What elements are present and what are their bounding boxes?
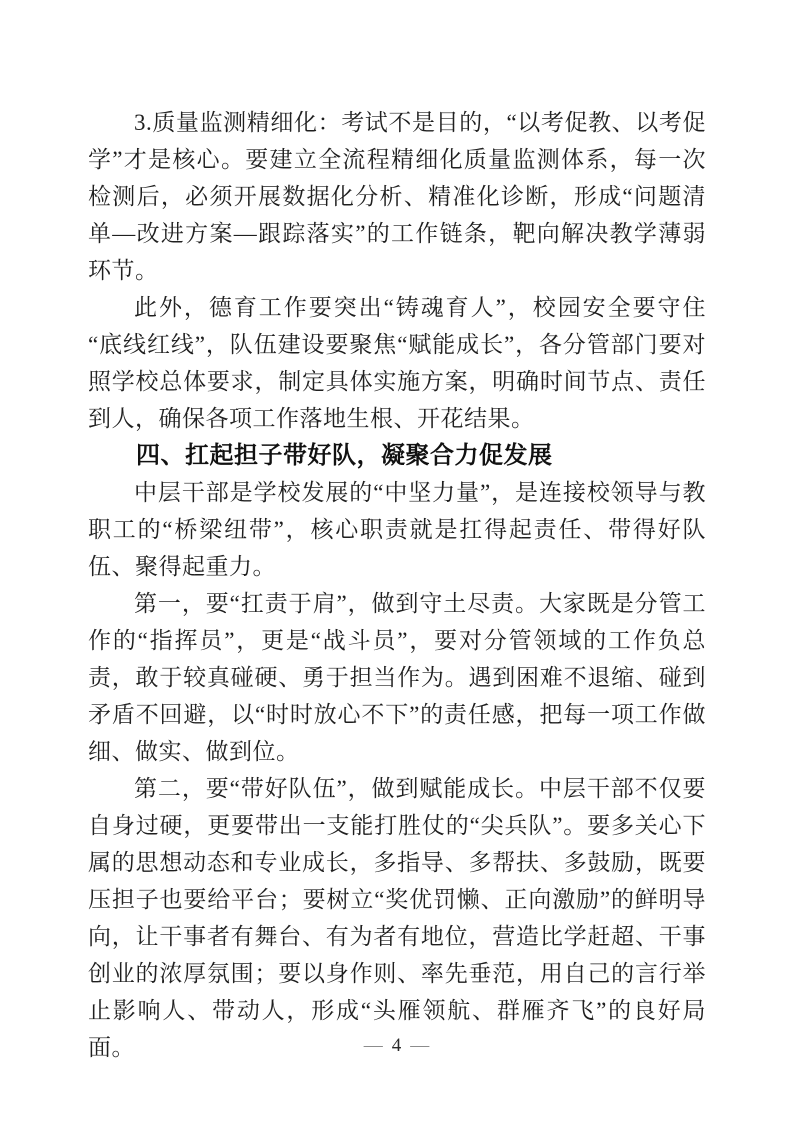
paragraph-moral-education-safety: 此外，德育工作要突出“铸魂育人”，校园安全要守住“底线红线”，队伍建设要聚焦“赋能成长”，各分管部门要对照学校总体要求，制定具体实施方案，明确时间节点、责任到人，确保各项工作落地生根、开花结果。 (88, 295, 706, 431)
paragraph-first-point-responsibility: 第一，要“扛责于肩”，做到守土尽责。大家既是分管工作的“指挥员”，更是“战斗员”，要对分管领域的工作负总责，敢于较真碰硬、勇于担当作为。遇到困难不退缩、碰到矛盾不回避，以“时时放心不下”的责任感，把每一项工作做细、做实、做到位。 (88, 591, 706, 764)
footer-dash-left: — (363, 1035, 383, 1056)
paragraph-quality-monitoring: 3.质量监测精细化：考试不是目的，“以考促教、以考促学”才是核心。要建立全流程精细化质量监测体系，每一次检测后，必须开展数据化分析、精准化诊断，形成“问题清单—改进方案—跟踪落实”的工作链条，靶向解决教学薄弱环节。 (88, 110, 706, 283)
page-number: 4 (391, 1035, 402, 1056)
paragraph-second-point-team-building: 第二，要“带好队伍”，做到赋能成长。中层干部不仅要自身过硬，更要带出一支能打胜仗的“尖兵队”。要多关心下属的思想动态和专业成长，多指导、多帮扶、多鼓励，既要压担子也要给平台；要树立“奖优罚懒、正向激励”的鲜明导向，让干事者有舞台、有为者有地位，营造比学赶超、干事创业的浓厚氛围；要以身作则、率先垂范，用自己的言行举止影响人、带动人，形成“头雁领航、群雁齐飞”的良好局面。 (88, 776, 706, 1060)
paragraph-middle-cadres-role: 中层干部是学校发展的“中坚力量”，是连接校领导与教职工的“桥梁纽带”，核心职责就是扛得起责任、带得好队伍、聚得起重力。 (88, 480, 706, 579)
page-footer (0, 1034, 793, 1058)
document-body (88, 104, 706, 1066)
footer-dash-right: — (410, 1035, 430, 1056)
section-heading-four: 四、扛起担子带好队，凝聚合力促发展 (136, 442, 553, 469)
